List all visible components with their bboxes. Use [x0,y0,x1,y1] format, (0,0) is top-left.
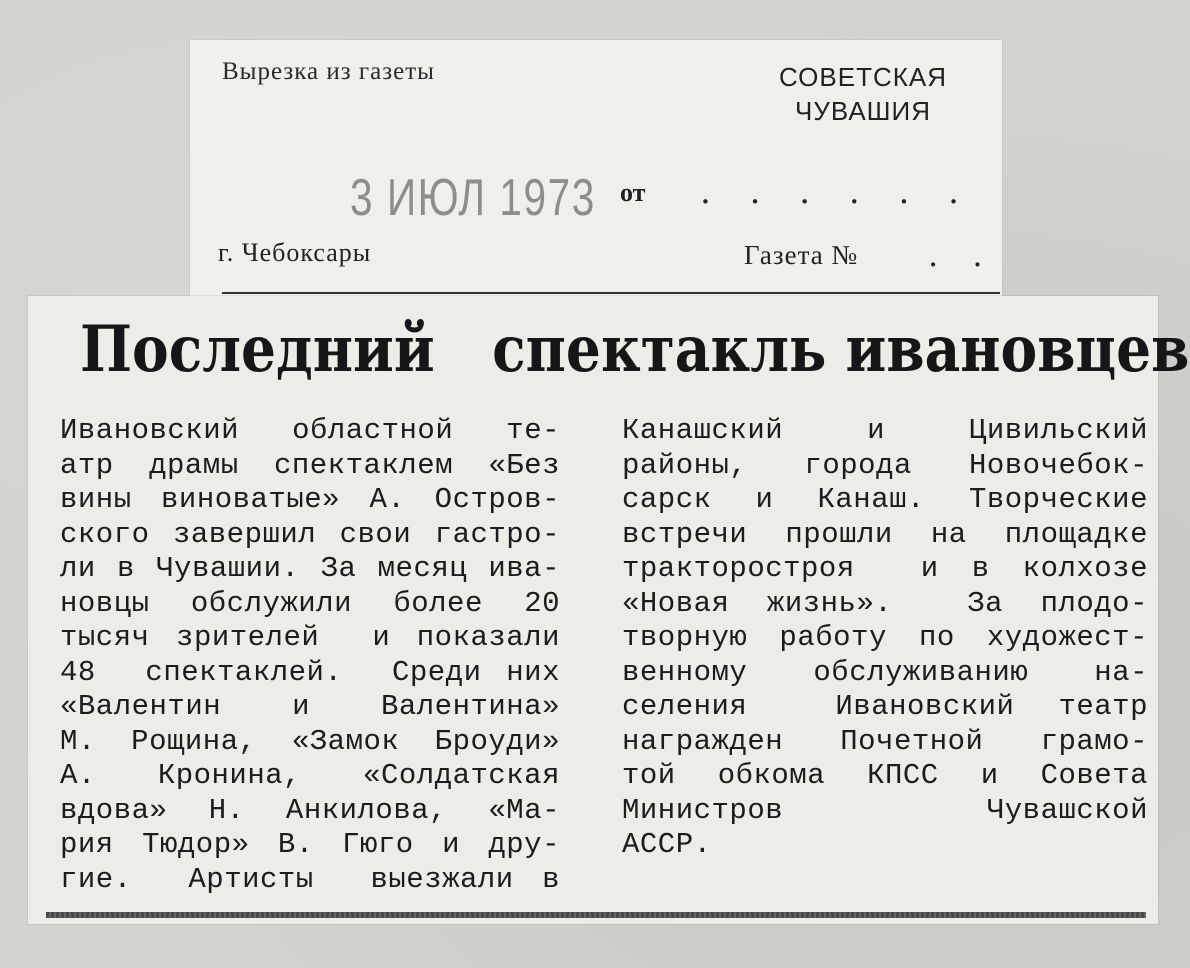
text-line: гие. Артисты выезжали в [60,862,560,896]
clipping-label: Вырезка из газеты [222,58,435,85]
text-line: встречи прошли на площадке [622,517,1148,551]
text-line: награжден Почетной грамо- [622,724,1148,758]
text-line: творную работу по художест- [622,621,1148,654]
issue-number-label: Газета № [744,240,859,270]
text-line: тысяч зрителей и показали [60,621,560,654]
text-line: «Новая жизнь». За плодо- [622,586,1148,620]
text-line: вины виноватые» А. Остров- [60,483,560,516]
article-left-column [60,414,560,897]
text-line: новцы обслужили более 20 [60,586,560,620]
text-line: тракторостроя и в колхозе [622,552,1148,585]
text-line: АССР. [622,828,712,861]
article-headline: Последний спектакль ивановцев [80,312,1190,387]
bottom-divider [46,912,1146,918]
text-line: селения Ивановский театр [622,690,1148,723]
date-dots: . . . . . . [700,172,973,212]
newspaper-name [748,60,978,128]
newspaper-name-line-1: СОВЕТСКАЯ [778,62,948,92]
text-line: сарск и Канаш. Творческие [622,483,1148,516]
text-line: А. Кронина, «Солдатская [60,759,560,792]
text-line: 48 спектаклей. Среди них [60,655,560,689]
text-line: «Валентин и Валентина» [60,690,560,723]
text-line: районы, города Новочебок- [622,448,1148,482]
text-line: Ивановский областной те- [60,414,560,447]
text-line: венному обслуживанию на- [622,655,1148,689]
header-divider [222,292,1000,294]
newspaper-name-line-2: ЧУВАШИЯ [795,96,931,126]
date-from-label: от [620,178,646,207]
text-line: той обкома КПСС и Совета [622,759,1148,792]
article-right-column [622,414,1148,863]
text-line: атр драмы спектаклем «Без [60,448,560,482]
text-line: М. Рощина, «Замок Броуди» [60,724,560,758]
text-line: Министров Чувашской [622,793,1148,827]
date-stamp: 3 ИЮЛ 1973 [350,169,596,227]
text-line: ли в Чувашии. За месяц ива- [60,552,560,585]
issue-number-dots: . . [928,236,995,274]
text-line: Канашский и Цивильский [622,414,1148,447]
text-line: рия Тюдор» В. Гюго и дру- [60,828,560,861]
text-line: вдова» Н. Анкилова, «Ма- [60,793,560,827]
city-label: г. Чебоксары [218,238,372,267]
text-line: ского завершил свои гастро- [60,517,560,551]
